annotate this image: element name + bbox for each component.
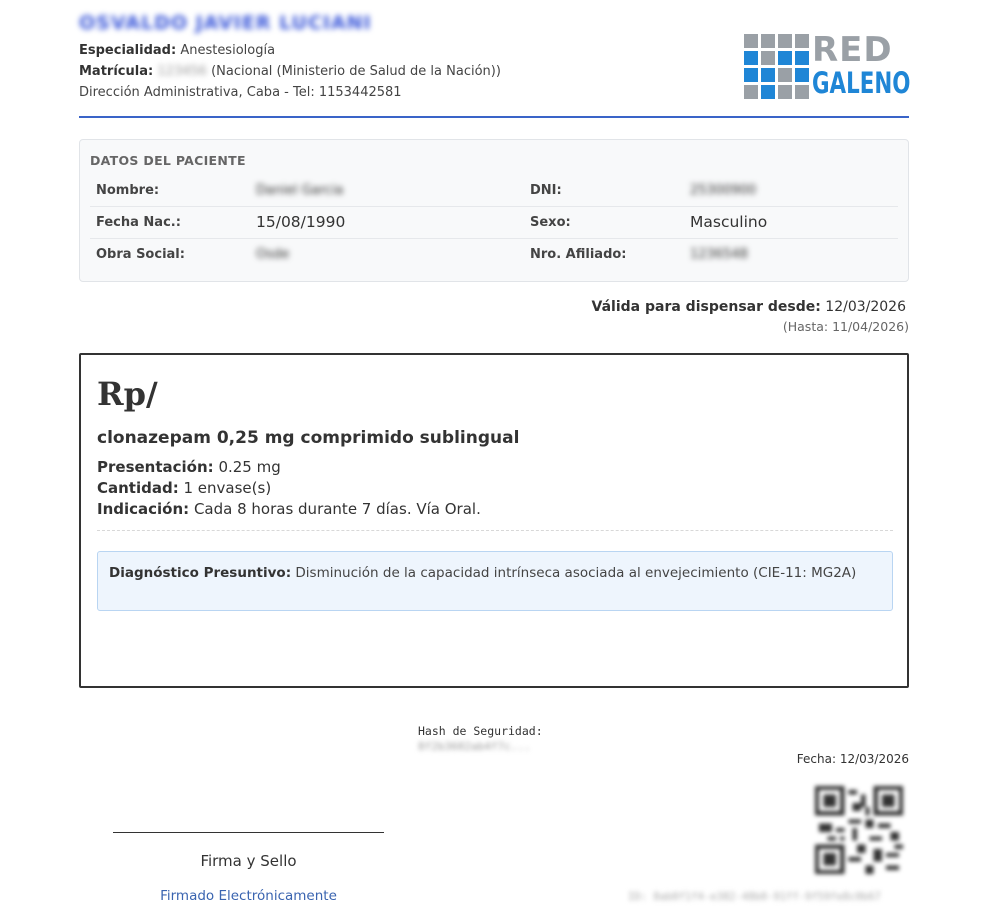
indication-value: Cada 8 horas durante 7 días. Vía Oral. (193, 500, 481, 518)
diagnosis-value: Disminución de la capacidad intrínseca asociada al envejecimiento (CIE-11: MG2A) (295, 565, 857, 581)
signature-caption: Firma y Sello (200, 852, 297, 870)
doctor-specialty (79, 43, 275, 58)
patient-row (90, 207, 898, 239)
patient-insurance: Osde (256, 247, 290, 262)
electronic-signature-note: Firmado Electrónicamente (160, 888, 337, 904)
hash-label: Hash de Seguridad: (418, 724, 543, 738)
header-divider (79, 116, 909, 118)
logo-text-red: RED (812, 30, 893, 70)
quantity-line (97, 479, 271, 497)
diagnosis-label: Diagnóstico Presuntivo: (109, 565, 292, 581)
logo-grid-icon (744, 34, 808, 98)
indication-line (97, 500, 481, 518)
qr-code-icon (815, 786, 903, 874)
indication-label: Indicación: (97, 500, 190, 518)
document-id: ID: 8ab0f1f4-e382-48b0-91ff-9f59fe8c0b67 (628, 891, 881, 903)
diagnosis-panel (97, 551, 893, 611)
dashed-divider (97, 530, 893, 531)
validity-until: (Hasta: 11/04/2026) (782, 319, 909, 334)
doctor-address: Dirección Administrativa, Caba - Tel: 1153442581 (79, 85, 402, 100)
presentation-line (97, 458, 281, 476)
validity-from (592, 299, 906, 315)
doctor-license (79, 64, 501, 79)
presentation-label: Presentación: (97, 458, 214, 476)
patient-dni: 25300900 (690, 183, 757, 198)
patient-sex: Masculino (690, 213, 768, 231)
patient-data-panel (79, 139, 909, 282)
patient-affiliate: 1236548 (690, 247, 748, 262)
insurance-label: Obra Social: (96, 247, 185, 262)
patient-row (90, 239, 898, 271)
license-number: 123456 (157, 64, 207, 79)
birth-label: Fecha Nac.: (96, 215, 181, 230)
sex-label: Sexo: (530, 215, 571, 230)
hash-value: 8f2b3602ab4f7c... (418, 740, 531, 753)
signature-line (113, 832, 384, 833)
validity-label: Válida para dispensar desde: (591, 299, 821, 315)
dni-label: DNI: (530, 183, 562, 198)
license-scope: (Nacional (Ministerio de Salud de la Nación)) (211, 64, 501, 79)
name-label: Nombre: (96, 183, 160, 198)
patient-name: Daniel Garcia (256, 183, 344, 198)
specialty-label: Especialidad: (79, 43, 177, 58)
quantity-label: Cantidad: (97, 479, 179, 497)
drug-name: clonazepam 0,25 mg comprimido sublingual (97, 428, 520, 448)
specialty-value: Anestesiología (180, 43, 276, 58)
red-galeno-logo (744, 30, 911, 100)
patient-row (90, 175, 898, 207)
validity-date: 12/03/2026 (825, 299, 906, 315)
patient-birth: 15/08/1990 (256, 213, 346, 231)
issue-date: Fecha: 12/03/2026 (796, 752, 909, 766)
logo-text-galeno: GALENO (812, 66, 911, 100)
rp-symbol: Rp/ (97, 375, 158, 413)
affiliate-label: Nro. Afiliado: (530, 247, 627, 262)
patient-section-title: DATOS DEL PACIENTE (90, 153, 246, 168)
quantity-value: 1 envase(s) (183, 479, 272, 497)
license-label: Matrícula: (79, 64, 154, 79)
doctor-name: OSVALDO JAVIER LUCIANI (79, 12, 372, 34)
prescription-box (79, 353, 909, 688)
presentation-value: 0.25 mg (218, 458, 281, 476)
